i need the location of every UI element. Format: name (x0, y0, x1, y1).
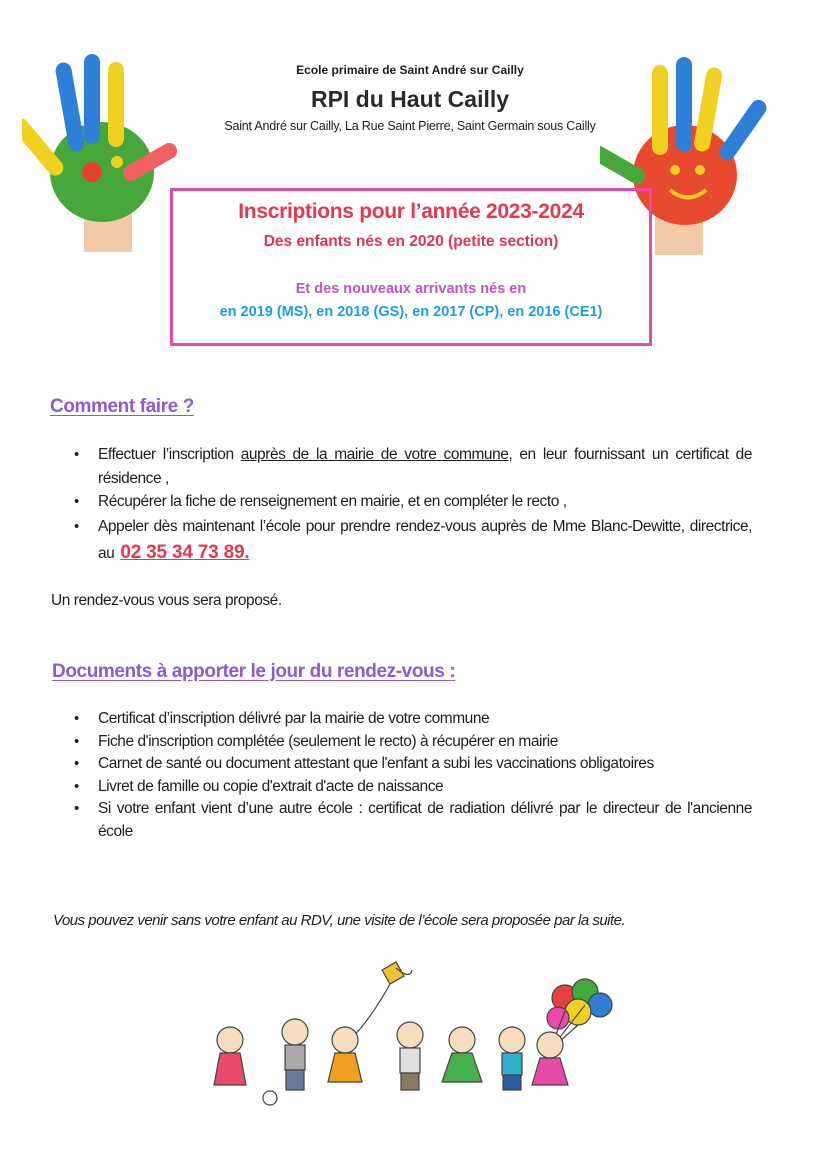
documents-list (74, 708, 752, 843)
item-text: , en leur fournissant un certificat de résidence , (98, 446, 752, 487)
banner-title: Inscriptions pour l’année 2023-2024 (238, 200, 584, 223)
list-item (74, 514, 752, 567)
list-item: • Livret de famille ou copie d'extrait d'acte de naissance (74, 776, 752, 799)
registration-banner (170, 188, 652, 346)
item-text: Effectuer l’inscription (98, 446, 241, 463)
appointment-note: Un rendez-vous vous sera proposé. (51, 592, 282, 609)
list-item: • Carnet de santé ou document attestant que l'enfant a subi les vaccinations obligatoires (74, 753, 752, 776)
visit-note: Vous pouvez venir sans votre enfant au RDV, une visite de l’école sera proposée par la suite. (53, 912, 626, 929)
communes-list: Saint André sur Cailly, La Rue Saint Pierre, Saint Germain sous Cailly (224, 119, 596, 133)
list-item: • Récupérer la fiche de renseignement en mairie, et en compléter le recto , (74, 490, 752, 514)
list-item: • Si votre enfant vient d’une autre école : certificat de radiation délivré par le directeur de l'ancienne école (74, 798, 752, 843)
list-item: • Fiche d'inscription complétée (seulement le recto) à récupérer en mairie (74, 731, 752, 754)
school-name: Ecole primaire de Saint André sur Cailly (296, 63, 524, 77)
how-to-list (74, 443, 752, 567)
banner-years: en 2019 (MS), en 2018 (GS), en 2017 (CP), en 2016 (CE1) (219, 304, 603, 320)
list-item (74, 443, 752, 490)
banner-subtitle: Des enfants nés en 2020 (petite section) (263, 233, 559, 250)
page-title: RPI du Haut Cailly (310, 86, 510, 112)
painted-hand-left-image (22, 52, 192, 252)
item-text: Appeler dès maintenant l’école pour prendre rendez-vous auprès de Mme Blanc-Dewitte, directrice, au (98, 517, 752, 562)
mairie-emphasis: auprès de la mairie de votre commune (240, 446, 509, 463)
list-item: • Certificat d’inscription délivré par la mairie de votre commune (74, 708, 752, 731)
how-to-heading: Comment faire ? (50, 396, 194, 417)
documents-heading: Documents à apporter le jour du rendez-vous : (52, 661, 456, 682)
phone-number[interactable]: 02 35 34 73 89. (120, 541, 250, 563)
children-illustration (200, 960, 620, 1110)
banner-newcomers: Et des nouveaux arrivants nés en (295, 281, 527, 297)
